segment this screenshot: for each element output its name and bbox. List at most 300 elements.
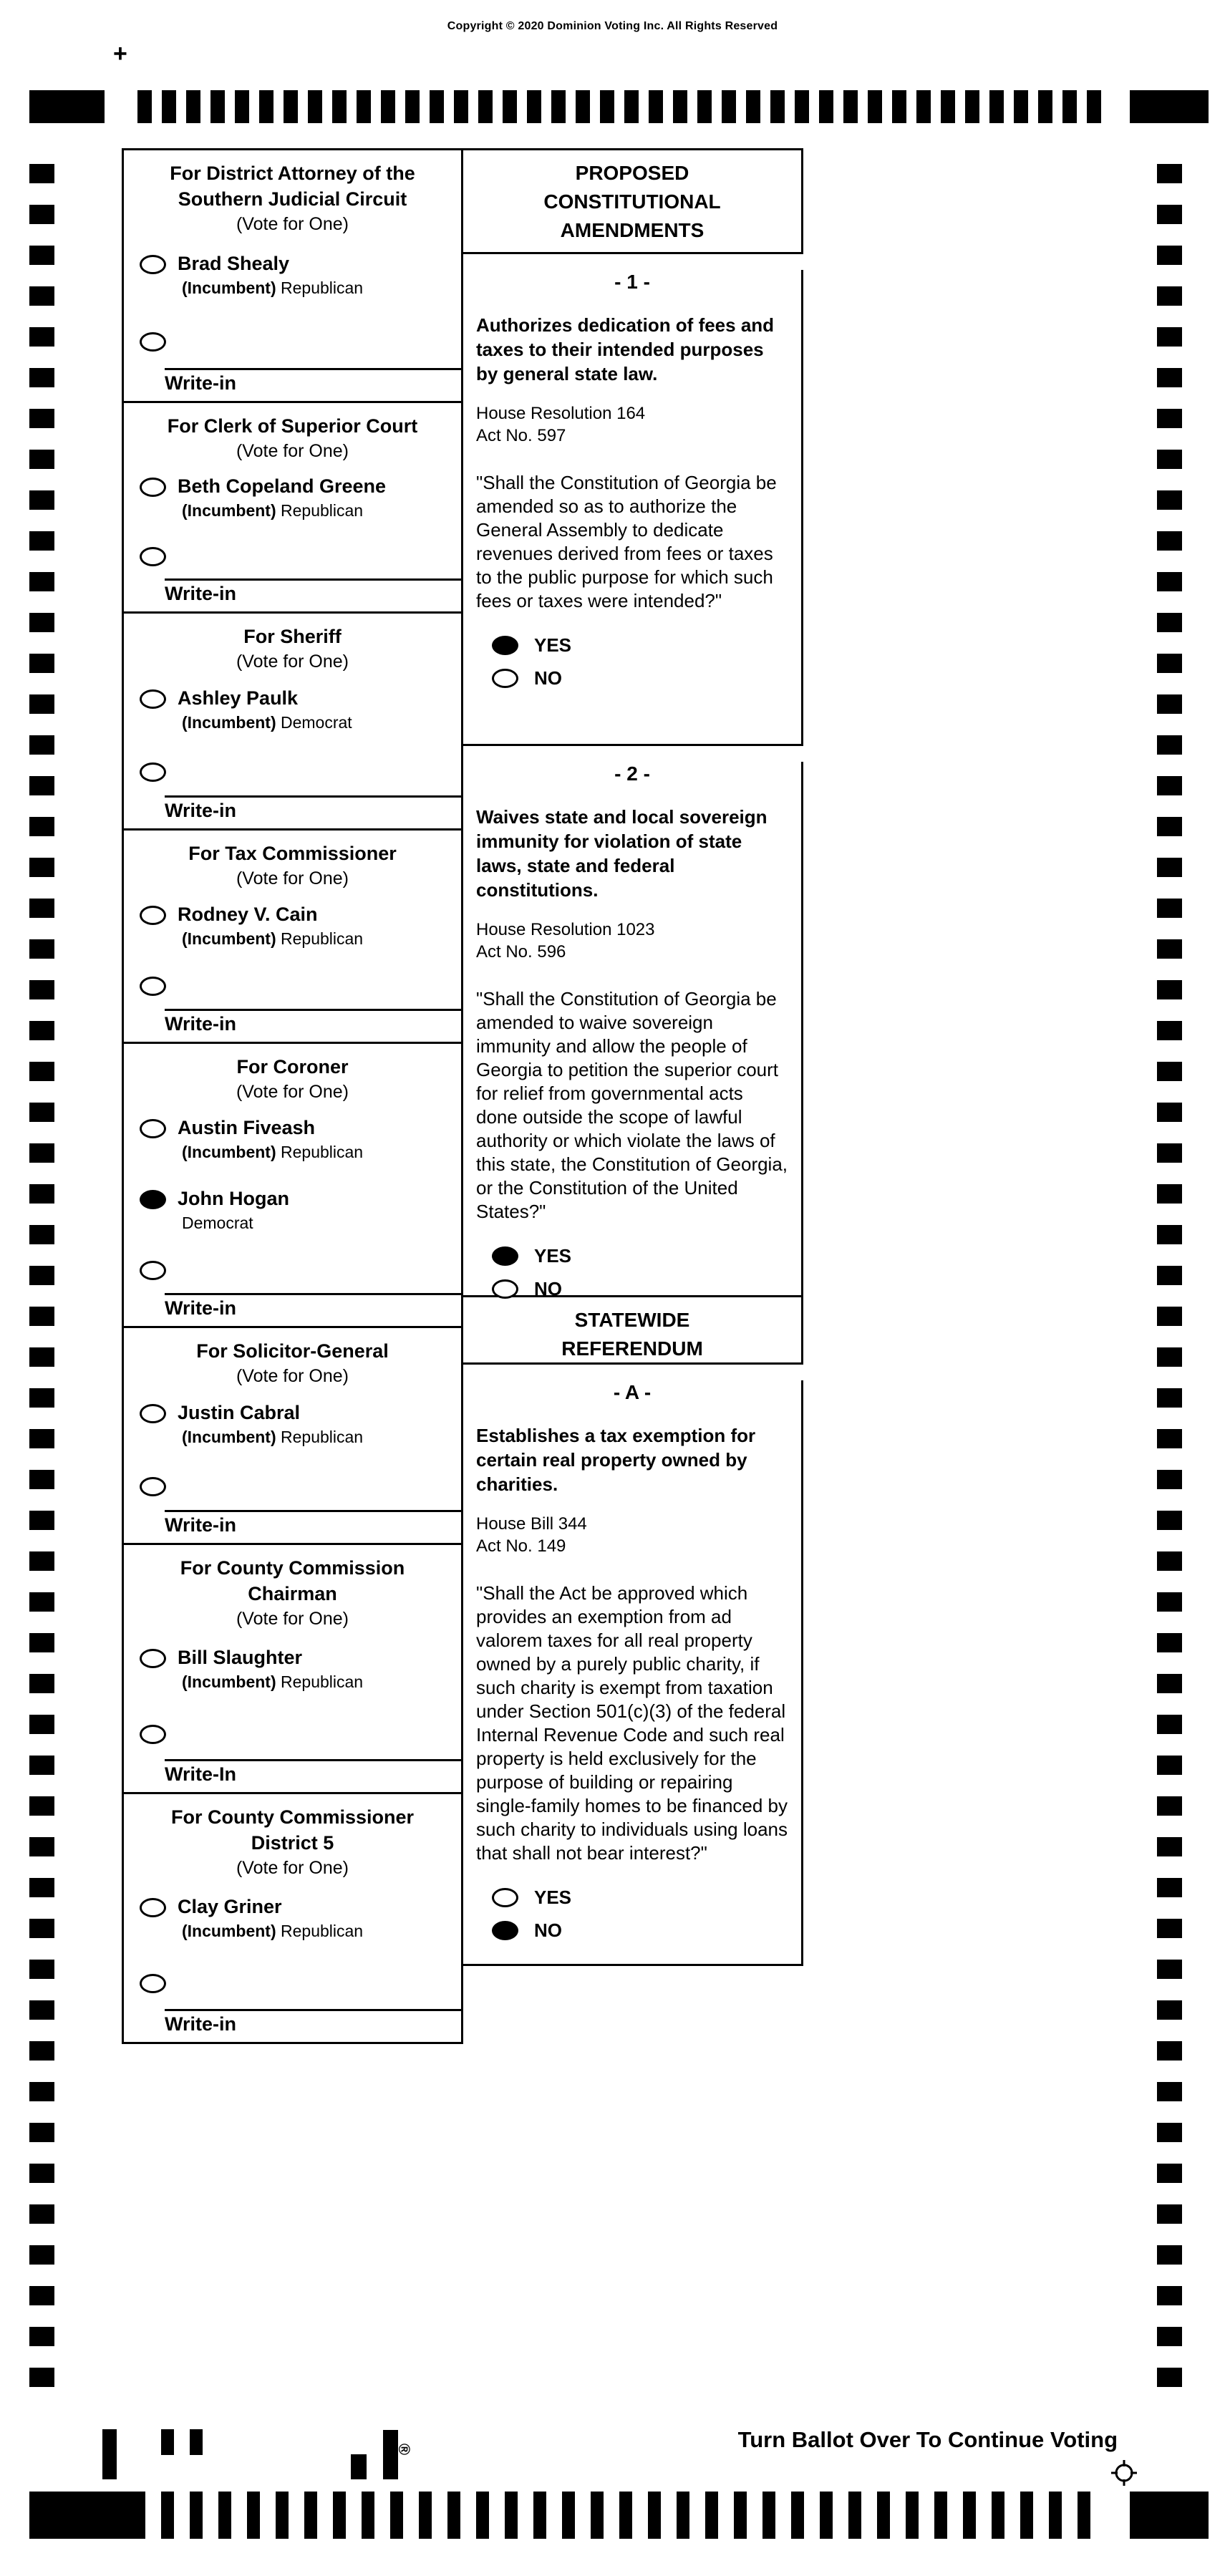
timing-mark <box>29 1143 54 1163</box>
timing-mark <box>29 2164 54 2183</box>
timing-mark <box>649 90 663 123</box>
vote-for-instruction: (Vote for One) <box>236 1609 349 1629</box>
write-in-label: Write-in <box>165 1013 236 1035</box>
timing-mark <box>29 327 54 347</box>
candidate-row <box>140 687 461 732</box>
timing-mark <box>390 2492 403 2539</box>
timing-mark <box>405 90 420 123</box>
timing-mark <box>1157 1307 1182 1326</box>
candidate-party <box>182 713 352 732</box>
timing-mark <box>29 1715 54 1734</box>
candidate-oval[interactable] <box>140 1898 166 1917</box>
write-in-line[interactable] <box>165 368 461 394</box>
write-in-row <box>140 1723 461 1744</box>
write-in-label: Write-in <box>165 2013 236 2035</box>
vote-for-instruction: (Vote for One) <box>236 214 349 234</box>
timing-mark <box>906 2492 919 2539</box>
candidates-zone <box>124 463 461 578</box>
party-label: Republican <box>281 1921 364 1940</box>
timing-mark <box>1157 572 1182 591</box>
timing-mark <box>1157 1919 1182 1938</box>
timing-mark <box>941 90 955 123</box>
timing-mark <box>478 90 493 123</box>
vote-for-instruction: (Vote for One) <box>236 868 349 888</box>
timing-mark <box>29 2245 54 2265</box>
vote-for-instruction: (Vote for One) <box>236 441 349 461</box>
timing-mark <box>533 2492 546 2539</box>
candidate-row <box>140 253 461 298</box>
timing-mark <box>1157 450 1182 469</box>
race-section <box>122 1794 463 2044</box>
measure-header-title <box>463 1297 801 1363</box>
measure-question: "Shall the Constitution of Georgia be amended to waive sovereign immunity and allow the people of Georgia to petition the superior court for relief from governmental acts done outside the scope of lawful authority or which violate the laws of this state, the Constitution of Georgia, or the Constitution of the United States?" <box>476 988 788 1222</box>
timing-mark <box>1157 1551 1182 1571</box>
timing-mark <box>868 90 882 123</box>
timing-mark <box>963 2492 976 2539</box>
vote-for-instruction: (Vote for One) <box>236 652 349 672</box>
timing-mark <box>29 1347 54 1367</box>
candidate-party <box>182 1143 363 1162</box>
write-in-oval[interactable] <box>140 547 166 566</box>
timing-mark <box>29 1388 54 1408</box>
timing-mark <box>29 2041 54 2061</box>
timing-mark <box>505 2492 518 2539</box>
timing-mark <box>1157 980 1182 999</box>
candidate-text <box>178 1117 363 1162</box>
candidate-party <box>182 1214 289 1233</box>
timing-mark <box>1038 90 1052 123</box>
timing-mark <box>1157 2164 1182 2183</box>
measure-summary: Waives state and local sovereign immunity for violation of state laws, state and federal constitutions. <box>476 806 768 901</box>
candidates-zone <box>124 1631 461 1759</box>
measure-references <box>476 919 788 963</box>
candidate-name: Austin Fiveash <box>178 1117 316 1138</box>
candidate-name: Clay Griner <box>178 1895 282 1917</box>
party-label: Democrat <box>182 1214 253 1232</box>
timing-block-top-left <box>29 90 105 123</box>
candidate-row <box>140 904 461 949</box>
registered-trademark-icon: ® <box>395 2443 414 2456</box>
timing-mark <box>1157 327 1182 347</box>
timing-mark <box>1157 490 1182 510</box>
timing-block-top-right <box>1130 90 1209 123</box>
timing-mark <box>624 90 639 123</box>
race-title <box>124 614 461 649</box>
timing-mark <box>29 2286 54 2305</box>
race-title-line: For Clerk of Superior Court <box>167 415 418 437</box>
measure-question: "Shall the Constitution of Georgia be amended so as to authorize the General Assembly to dedicate revenues derived from fees or taxes to the public purpose for which such fees or taxes were intended?" <box>476 472 777 611</box>
timing-mark <box>1078 2492 1090 2539</box>
incumbent-label: (Incumbent) <box>182 1143 276 1161</box>
vote-for-instruction: (Vote for One) <box>236 1082 349 1102</box>
race-title <box>124 831 461 866</box>
yes-oval[interactable] <box>492 636 518 655</box>
timing-mark <box>29 939 54 959</box>
candidate-row <box>140 1117 461 1162</box>
write-in-line[interactable] <box>165 1759 461 1786</box>
yes-choice-row <box>492 634 788 657</box>
timing-mark <box>1157 939 1182 959</box>
timing-mark <box>308 90 322 123</box>
timing-mark <box>1157 1960 1182 1979</box>
timing-mark <box>1157 1021 1182 1040</box>
timing-mark <box>503 90 517 123</box>
copyright-text: Copyright © 2020 Dominion Voting Inc. All Rights Reserved <box>447 20 778 32</box>
yes-oval[interactable] <box>492 1246 518 1266</box>
yes-label: YES <box>534 634 572 656</box>
candidates-zone <box>124 1880 461 2009</box>
write-in-label: Write-in <box>165 1514 236 1536</box>
timing-mark <box>1157 1674 1182 1693</box>
timing-mark <box>892 90 906 123</box>
race-title-line: Chairman <box>248 1583 337 1604</box>
timing-mark <box>29 1551 54 1571</box>
write-in-oval[interactable] <box>140 1725 166 1744</box>
timing-mark <box>218 2492 231 2539</box>
write-in-line[interactable] <box>165 2009 461 2035</box>
timing-mark <box>1157 1266 1182 1285</box>
timing-mark <box>1157 2082 1182 2101</box>
write-in-oval[interactable] <box>140 977 166 996</box>
timing-mark <box>1157 205 1182 224</box>
timing-mark <box>186 90 200 123</box>
write-in-row <box>140 760 461 782</box>
timing-mark <box>1014 90 1028 123</box>
timing-mark <box>29 490 54 510</box>
timing-mark <box>29 1837 54 1856</box>
timing-mark <box>965 90 979 123</box>
timing-mark <box>29 735 54 755</box>
timing-mark <box>1049 2492 1062 2539</box>
race-section <box>122 831 463 1044</box>
write-in-oval[interactable] <box>140 1974 166 1993</box>
timing-mark <box>29 1633 54 1652</box>
candidate-name: Beth Copeland Greene <box>178 475 387 497</box>
timing-mark <box>29 694 54 714</box>
candidate-party <box>182 1922 363 1941</box>
race-title-line: For Solicitor-General <box>196 1340 389 1362</box>
timing-mark <box>29 2082 54 2101</box>
timing-mark <box>210 90 225 123</box>
timing-mark <box>1157 776 1182 795</box>
write-in-label: Write-in <box>165 800 236 821</box>
timing-mark <box>29 2204 54 2224</box>
timing-mark <box>29 205 54 224</box>
timing-mark <box>1157 1184 1182 1204</box>
candidates-zone <box>124 236 461 368</box>
candidate-party <box>182 501 386 520</box>
race-title-line: For County Commission <box>180 1557 405 1579</box>
timing-mark <box>1157 2286 1182 2305</box>
timing-mark <box>29 1960 54 1979</box>
timing-mark <box>1157 735 1182 755</box>
race-title-line: For District Attorney of the <box>170 163 415 184</box>
timing-mark <box>430 90 444 123</box>
timing-mark <box>673 90 687 123</box>
timing-mark <box>29 2000 54 2020</box>
timing-mark <box>29 1184 54 1204</box>
timing-mark <box>29 980 54 999</box>
timing-mark <box>29 1796 54 1816</box>
incumbent-label: (Incumbent) <box>182 713 276 732</box>
candidates-zone <box>124 1104 461 1293</box>
no-oval[interactable] <box>492 1279 518 1299</box>
timing-mark <box>1157 1633 1182 1652</box>
candidates-zone <box>124 1388 461 1510</box>
timing-mark <box>235 90 249 123</box>
candidate-oval[interactable] <box>140 478 166 497</box>
timing-mark <box>600 90 614 123</box>
write-in-label: Write-in <box>165 583 236 604</box>
timing-mark <box>29 2368 54 2387</box>
candidate-name: Brad Shealy <box>178 252 290 274</box>
vote-for-instruction: (Vote for One) <box>236 1366 349 1386</box>
timing-mark <box>29 1592 54 1612</box>
timing-mark <box>259 90 273 123</box>
write-in-oval[interactable] <box>140 1261 166 1280</box>
timing-mark <box>29 1266 54 1285</box>
timing-mark <box>1157 613 1182 632</box>
timing-mark <box>992 2492 1004 2539</box>
yes-oval[interactable] <box>492 1888 518 1907</box>
no-oval[interactable] <box>492 1921 518 1940</box>
write-in-line[interactable] <box>165 578 461 605</box>
party-label: Republican <box>281 1672 364 1691</box>
measure-number: - 2 - <box>614 762 650 785</box>
timing-mark <box>29 654 54 673</box>
timing-mark <box>1157 899 1182 918</box>
race-section <box>122 1328 463 1545</box>
measure-references <box>476 1513 788 1557</box>
race-title-line: For Coroner <box>236 1056 349 1078</box>
timing-mark <box>276 2492 289 2539</box>
timing-mark <box>705 2492 718 2539</box>
measure-reference-line: House Bill 344 <box>476 1514 587 1534</box>
candidate-row <box>140 1188 461 1233</box>
write-in-line[interactable] <box>165 1510 461 1536</box>
timing-mark <box>746 90 760 123</box>
timing-mark <box>591 2492 604 2539</box>
timing-mark <box>722 90 736 123</box>
candidate-row <box>140 1647 461 1692</box>
ballot-code-bar <box>161 2429 174 2455</box>
timing-mark <box>1157 1592 1182 1612</box>
timing-mark <box>1157 1143 1182 1163</box>
timing-mark <box>1157 2041 1182 2061</box>
timing-mark <box>1157 1837 1182 1856</box>
no-oval[interactable] <box>492 669 518 688</box>
measure-header-line: CONSTITUTIONAL <box>543 190 721 213</box>
timing-mark <box>648 2492 661 2539</box>
timing-mark <box>29 1674 54 1693</box>
write-in-oval[interactable] <box>140 332 166 352</box>
timing-mark <box>29 817 54 836</box>
timing-mark <box>734 2492 747 2539</box>
timing-mark <box>1157 2000 1182 2020</box>
race-section <box>122 1545 463 1794</box>
candidate-name: Bill Slaughter <box>178 1646 303 1668</box>
timing-mark <box>1157 164 1182 183</box>
timing-mark <box>1157 2327 1182 2346</box>
write-in-row <box>140 1972 461 1993</box>
race-section <box>122 1044 463 1328</box>
timing-mark <box>1157 1878 1182 1897</box>
timing-mark <box>1157 1756 1182 1775</box>
timing-mark <box>29 858 54 877</box>
write-in-line[interactable] <box>165 1009 461 1035</box>
timing-mark <box>527 90 541 123</box>
incumbent-label: (Incumbent) <box>182 278 276 297</box>
measure-reference-line: House Resolution 164 <box>476 404 646 423</box>
candidate-oval[interactable] <box>140 255 166 274</box>
candidate-text <box>178 1896 363 1941</box>
write-in-row <box>140 545 461 566</box>
timing-mark <box>820 2492 833 2539</box>
candidate-row <box>140 475 461 520</box>
timing-mark <box>1157 1062 1182 1081</box>
candidate-party <box>182 1428 363 1447</box>
candidate-oval[interactable] <box>140 1649 166 1668</box>
race-title <box>124 1044 461 1080</box>
measure-reference-line: House Resolution 1023 <box>476 920 655 939</box>
timing-mark <box>1157 1470 1182 1489</box>
candidate-oval[interactable] <box>140 906 166 925</box>
timing-mark <box>1157 654 1182 673</box>
timing-mark <box>161 2492 174 2539</box>
timing-mark <box>29 776 54 795</box>
timing-mark <box>1157 1429 1182 1448</box>
write-in-label: Write-In <box>165 1763 236 1785</box>
write-in-line[interactable] <box>165 1293 461 1320</box>
timing-mark <box>1157 1103 1182 1122</box>
measure-header <box>461 1297 803 1365</box>
timing-mark <box>29 1307 54 1326</box>
timing-mark <box>29 572 54 591</box>
timing-mark <box>333 2492 346 2539</box>
write-in-row <box>140 330 461 352</box>
timing-mark <box>332 90 347 123</box>
candidate-text <box>178 1647 363 1692</box>
candidate-party <box>182 929 363 949</box>
candidate-name: Rodney V. Cain <box>178 904 318 925</box>
race-title-line: For County Commissioner <box>170 1806 415 1828</box>
candidate-name: Ashley Paulk <box>178 687 299 710</box>
candidate-oval[interactable] <box>140 689 166 709</box>
timing-mark <box>247 2492 260 2539</box>
incumbent-label: (Incumbent) <box>182 501 276 520</box>
measure-summary: Establishes a tax exemption for certain real property owned by charities. <box>476 1425 756 1495</box>
measure-header-line: PROPOSED <box>575 162 689 184</box>
write-in-oval[interactable] <box>140 762 166 782</box>
candidate-text <box>178 253 363 298</box>
timing-mark <box>29 2327 54 2346</box>
candidates-zone <box>124 891 461 1009</box>
candidate-oval[interactable] <box>140 1119 166 1138</box>
timing-mark <box>551 90 566 123</box>
timing-mark <box>1157 531 1182 551</box>
candidate-oval[interactable] <box>140 1404 166 1423</box>
race-title <box>124 1328 461 1364</box>
yes-label: YES <box>534 1245 572 1267</box>
candidate-oval[interactable] <box>140 1190 166 1209</box>
candidate-name: Justin Cabral <box>178 1402 301 1424</box>
timing-mark <box>357 90 371 123</box>
yes-choice-row <box>492 1245 788 1267</box>
write-in-row <box>140 974 461 996</box>
timing-mark <box>137 90 152 123</box>
timing-mark <box>447 2492 460 2539</box>
timing-mark <box>576 90 590 123</box>
timing-mark <box>29 1062 54 1081</box>
incumbent-label: (Incumbent) <box>182 1672 276 1691</box>
party-label: Republican <box>281 278 364 297</box>
timing-mark <box>677 2492 689 2539</box>
ballot-code-bar <box>351 2454 367 2479</box>
timing-mark <box>29 1225 54 1244</box>
race-section <box>122 403 463 614</box>
timing-mark <box>29 899 54 918</box>
no-choice-row <box>492 1919 788 1942</box>
timing-mark <box>1157 2123 1182 2142</box>
race-title <box>124 1545 461 1607</box>
timing-mark <box>697 90 712 123</box>
timing-mark <box>162 90 176 123</box>
measure-section <box>461 1380 803 1966</box>
incumbent-label: (Incumbent) <box>182 1921 276 1940</box>
measure-question: "Shall the Act be approved which provides an exemption from ad valorem taxes for all real property owned by a purely public charity, if such charity is exempt from taxation under Section 501(c)(3) of the federal Internal Revenue Code and such real property is held exclusively for the purpose of building or repairing single-family homes to be financed by such charity to individuals using loans that shall not bear interest?" <box>476 1582 788 1864</box>
timing-mark <box>419 2492 432 2539</box>
timing-mark <box>29 1878 54 1897</box>
race-title-line: District 5 <box>251 1832 334 1854</box>
timing-mark <box>1157 1511 1182 1530</box>
registration-plus-icon: + <box>113 40 127 67</box>
timing-mark <box>770 90 785 123</box>
write-in-line[interactable] <box>165 795 461 822</box>
timing-mark <box>848 2492 861 2539</box>
timing-mark <box>190 2492 203 2539</box>
measure-header-line: REFERENDUM <box>561 1337 703 1360</box>
timing-mark <box>843 90 858 123</box>
timing-mark <box>29 409 54 428</box>
party-label: Republican <box>281 501 364 520</box>
measures-column <box>461 148 803 1966</box>
timing-mark <box>877 2492 890 2539</box>
race-title-line: For Tax Commissioner <box>188 843 397 864</box>
no-label: NO <box>534 667 562 689</box>
candidate-row <box>140 1896 461 1941</box>
timing-mark <box>619 2492 632 2539</box>
candidate-text <box>178 1188 289 1233</box>
write-in-oval[interactable] <box>140 1477 166 1496</box>
timing-mark <box>29 164 54 183</box>
yes-choice-row <box>492 1887 788 1909</box>
timing-mark <box>29 1511 54 1530</box>
timing-mark <box>29 1429 54 1448</box>
race-section <box>122 148 463 403</box>
timing-block-bottom-left <box>29 2492 132 2539</box>
timing-mark <box>562 2492 575 2539</box>
measure-number: - A - <box>613 1381 652 1403</box>
measure-reference-line: Act No. 149 <box>476 1536 566 1556</box>
timing-mark <box>791 2492 804 2539</box>
ballot-code-bar <box>190 2429 203 2455</box>
timing-mark <box>29 1919 54 1938</box>
incumbent-label: (Incumbent) <box>182 1428 276 1447</box>
measure-reference-line: Act No. 596 <box>476 942 566 962</box>
timing-mark <box>1020 2492 1033 2539</box>
timing-mark <box>1157 1388 1182 1408</box>
candidate-text <box>178 904 363 949</box>
